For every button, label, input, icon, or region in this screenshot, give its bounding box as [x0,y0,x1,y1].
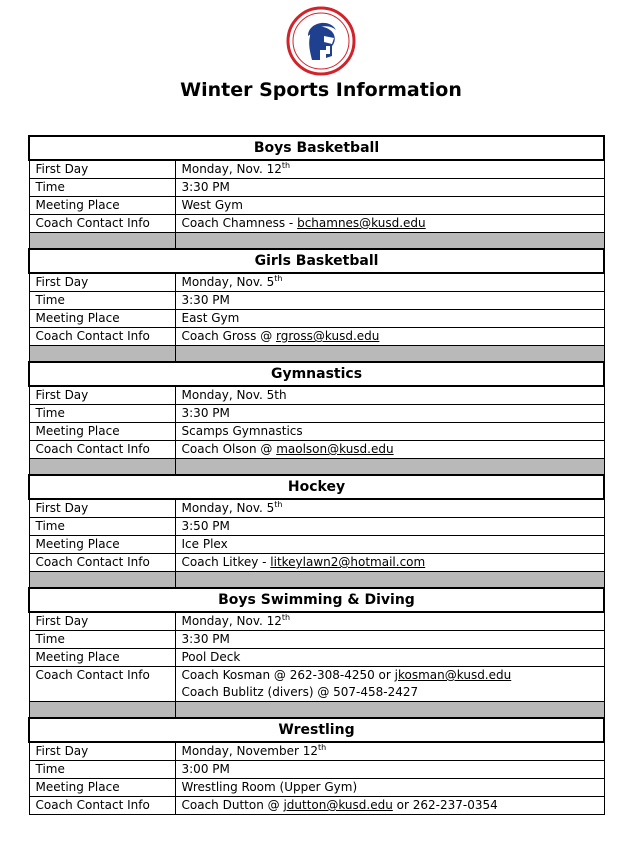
first-day-text: Monday, Nov. 12 [181,162,282,176]
time-value: 3:30 PM [175,292,604,310]
coach-contact-label: Coach Contact Info [29,328,175,346]
first-day-text: Monday, Nov. 5 [181,501,275,515]
sport-name: Hockey [29,475,604,499]
first-day-value [175,386,604,405]
time-label: Time [29,292,175,310]
coach-contact-line-2: Coach Bublitz (divers) @ 507-458-2427 [181,685,419,699]
first-day-suffix: th [281,613,291,622]
sport-name: Gymnastics [29,362,604,386]
meeting-place-value: Pool Deck [175,649,604,667]
spacer-cell [175,702,604,719]
time-row [29,405,604,423]
coach-contact-value [175,328,604,346]
meeting-place-row [29,779,604,797]
coach-contact-row [29,797,604,815]
coach-contact-value [175,667,604,702]
sport-header-row [29,362,604,386]
spacer-cell [175,233,604,250]
meeting-place-value: Ice Plex [175,536,604,554]
spacer-cell [175,459,604,476]
sport-name: Boys Basketball [29,136,604,160]
meeting-place-value: East Gym [175,310,604,328]
coach-email-link[interactable]: jdutton@kusd.edu [283,798,393,812]
coach-contact-label: Coach Contact Info [29,797,175,815]
first-day-suffix: th [281,161,291,170]
coach-contact-value [175,441,604,459]
coach-name: Coach Litkey - [181,555,271,569]
first-day-value [175,742,604,761]
sport-name: Wrestling [29,718,604,742]
first-day-row [29,612,604,631]
sport-name: Boys Swimming & Diving [29,588,604,612]
coach-contact-label: Coach Contact Info [29,667,175,702]
meeting-place-label: Meeting Place [29,197,175,215]
coach-contact-row [29,441,604,459]
spacer-row [29,702,604,719]
first-day-label: First Day [29,499,175,518]
sport-header-row [29,475,604,499]
coach-contact-value [175,797,604,815]
coach-contact-row [29,328,604,346]
spacer-cell [29,459,175,476]
page-title: Winter Sports Information [180,79,462,101]
meeting-place-label: Meeting Place [29,536,175,554]
coach-name: Coach Gross @ [181,329,277,343]
time-label: Time [29,179,175,197]
coach-phone: or 262-237-0354 [392,798,498,812]
coach-name: Coach Dutton @ [181,798,284,812]
time-label: Time [29,761,175,779]
first-day-label: First Day [29,386,175,405]
sport-header-row [29,136,604,160]
first-day-text: Monday, Nov. 12 [181,614,282,628]
time-label: Time [29,631,175,649]
first-day-value [175,160,604,179]
meeting-place-row [29,310,604,328]
spacer-cell [175,572,604,589]
spacer-row [29,572,604,589]
coach-email-link[interactable]: maolson@kusd.edu [276,442,394,456]
time-value: 3:30 PM [175,631,604,649]
spacer-cell [29,233,175,250]
coach-email-link[interactable]: litkeylawn2@hotmail.com [270,555,426,569]
first-day-label: First Day [29,273,175,292]
meeting-place-row [29,197,604,215]
coach-contact-label: Coach Contact Info [29,554,175,572]
first-day-row [29,160,604,179]
first-day-label: First Day [29,612,175,631]
first-day-row [29,499,604,518]
first-day-suffix: th [274,274,283,283]
time-row [29,179,604,197]
coach-contact-line [182,554,604,571]
meeting-place-label: Meeting Place [29,779,175,797]
first-day-row [29,386,604,405]
meeting-place-label: Meeting Place [29,649,175,667]
coach-contact-line [182,441,604,458]
meeting-place-label: Meeting Place [29,310,175,328]
sport-name: Girls Basketball [29,249,604,273]
spacer-cell [175,346,604,363]
school-logo [286,6,356,76]
coach-name: Coach Olson @ [181,442,277,456]
coach-name: Coach Kosman @ 262-308-4250 or [181,668,395,682]
coach-email-link[interactable]: rgross@kusd.edu [276,329,380,343]
coach-name: Coach Chamness - [181,216,298,230]
coach-email-link[interactable]: bchamnes@kusd.edu [297,216,426,230]
meeting-place-row [29,536,604,554]
first-day-text: Monday, Nov. 5th [181,388,287,402]
meeting-place-value: Scamps Gymnastics [175,423,604,441]
coach-contact-value [175,554,604,572]
time-value: 3:30 PM [175,179,604,197]
meeting-place-row [29,649,604,667]
spacer-row [29,346,604,363]
spacer-cell [29,572,175,589]
time-row [29,631,604,649]
spacer-row [29,233,604,250]
sport-header-row [29,588,604,612]
first-day-text: Monday, November 12 [181,744,319,758]
sport-header-row [29,249,604,273]
spacer-cell [29,346,175,363]
coach-contact-value [175,215,604,233]
coach-contact-line [182,328,604,345]
coach-contact-label: Coach Contact Info [29,441,175,459]
winter-sports-table [28,135,605,815]
first-day-label: First Day [29,742,175,761]
meeting-place-value: West Gym [175,197,604,215]
coach-contact-line [182,797,604,814]
first-day-value [175,612,604,631]
first-day-suffix: th [274,500,283,509]
time-label: Time [29,518,175,536]
coach-contact-line [182,667,604,684]
first-day-row [29,742,604,761]
first-day-row [29,273,604,292]
time-value: 3:00 PM [175,761,604,779]
coach-contact-label: Coach Contact Info [29,215,175,233]
spacer-row [29,459,604,476]
first-day-value [175,499,604,518]
time-row [29,518,604,536]
first-day-label: First Day [29,160,175,179]
coach-contact-row [29,667,604,702]
spacer-cell [29,702,175,719]
first-day-value [175,273,604,292]
time-label: Time [29,405,175,423]
time-row [29,292,604,310]
meeting-place-label: Meeting Place [29,423,175,441]
first-day-suffix: th [318,743,327,752]
first-day-text: Monday, Nov. 5 [181,275,275,289]
time-value: 3:50 PM [175,518,604,536]
coach-contact-line [182,215,604,232]
coach-contact-row [29,554,604,572]
meeting-place-value: Wrestling Room (Upper Gym) [175,779,604,797]
time-row [29,761,604,779]
meeting-place-row [29,423,604,441]
time-value: 3:30 PM [175,405,604,423]
coach-contact-row [29,215,604,233]
sport-header-row [29,718,604,742]
coach-email-link[interactable]: jkosman@kusd.edu [394,668,512,682]
